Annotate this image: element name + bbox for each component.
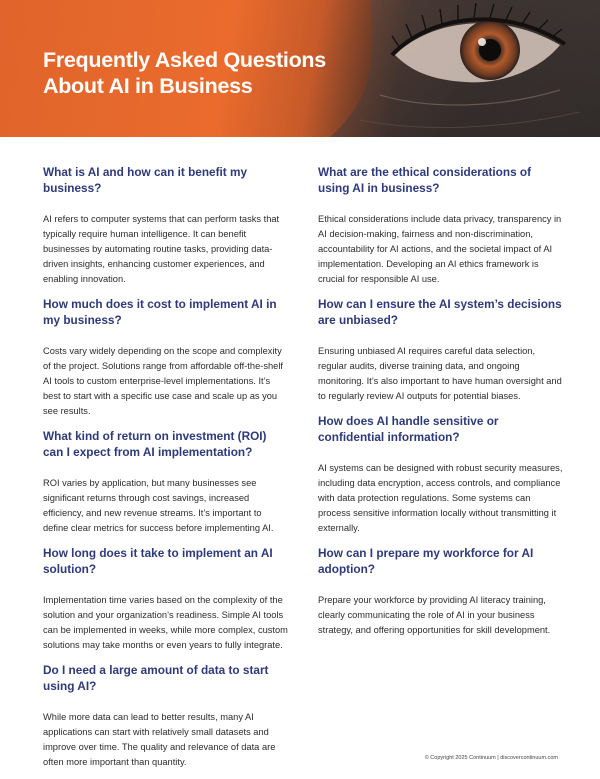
faq-item xyxy=(318,545,563,638)
faq-item xyxy=(318,413,563,536)
faq-question: How much does it cost to implement AI in my business? xyxy=(43,297,277,327)
faq-question: What is AI and how can it benefit my business? xyxy=(43,165,248,195)
faq-question: How can I ensure the AI system’s decisions are unbiased? xyxy=(318,297,562,327)
faq-column-right xyxy=(318,164,563,647)
faq-column-left xyxy=(43,164,288,779)
header-banner xyxy=(0,0,600,137)
page-title xyxy=(43,47,326,99)
faq-question: Do I need a large amount of data to start using AI? xyxy=(43,663,269,693)
faq-answer: Prepare your workforce by providing AI literacy training, clearly communicating the role of AI in your business strategy, and offering opportunities for skill development. xyxy=(318,595,551,635)
faq-answer: Ethical considerations include data privacy, transparency in AI decision-making, fairness and non-discrimination, accountability for AI actions, and the societal impact of AI implementation. Developing an AI ethics framework is crucial for responsible AI use. xyxy=(318,214,562,284)
faq-answer: ROI varies by application, but many businesses see significant returns through cost savings, increased efficiency, and new revenue streams. It’s important to define clear metrics for success before implementing AI. xyxy=(43,478,274,533)
faq-item xyxy=(318,164,563,287)
page-title-line-1: Frequently Asked Questions xyxy=(43,48,326,72)
faq-item xyxy=(43,164,288,287)
faq-answer: Costs vary widely depending on the scope and complexity of the project. Solutions range from affordable off-the-shelf AI tools to custom enterprise-level implementations. It’s best to start with a specific use case and scale up as you see results. xyxy=(43,346,283,416)
faq-item xyxy=(43,662,288,770)
faq-question: What kind of return on investment (ROI) can I expect from AI implementation? xyxy=(43,429,267,459)
faq-item xyxy=(43,545,288,653)
faq-question: How long does it take to implement an AI solution? xyxy=(43,546,273,576)
faq-item xyxy=(318,296,563,404)
footer-copyright: © Copyright 2025 Continuum | discovercontinuum.com xyxy=(424,755,558,761)
faq-answer: Implementation time varies based on the complexity of the solution and your organization’s readiness. Simple AI tools can be implemented in weeks, while more complex, custom solutions may take months or even years to fully integrate. xyxy=(43,595,288,650)
faq-answer: AI systems can be designed with robust security measures, including data encryption, access controls, and compliance with data protection regulations. Some systems can process sensitive information locally without transmitting it externally. xyxy=(318,463,563,533)
faq-answer: AI refers to computer systems that can perform tasks that typically require human intelligence. It can benefit businesses by automating routine tasks, providing data-driven insights, enhancing customer experiences, and enabling innovation. xyxy=(43,214,280,284)
faq-question: What are the ethical considerations of using AI in business? xyxy=(318,165,532,195)
faq-answer: Ensuring unbiased AI requires careful data selection, regular audits, diverse training data, and ongoing monitoring. It’s also important to have human oversight and to regularly review AI outputs for potential biases. xyxy=(318,346,562,401)
faq-question: How does AI handle sensitive or confidential information? xyxy=(318,414,499,444)
page-title-line-2: About AI in Business xyxy=(43,74,253,98)
faq-answer: While more data can lead to better results, many AI applications can start with relatively small datasets and improve over time. The quality and relevance of data are often more important than quantity. xyxy=(43,712,276,767)
faq-item xyxy=(43,428,288,536)
faq-item xyxy=(43,296,288,419)
faq-question: How can I prepare my workforce for AI adoption? xyxy=(318,546,534,576)
